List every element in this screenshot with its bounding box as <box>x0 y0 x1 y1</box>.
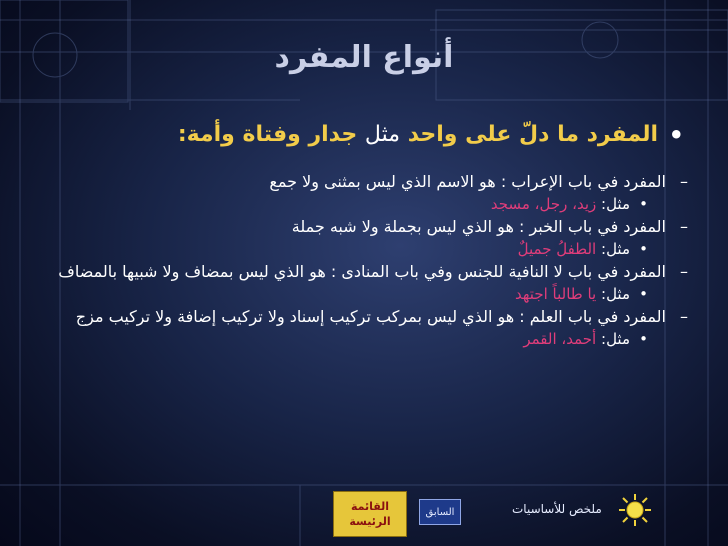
example-value: يا طالباً اجتهد <box>515 285 597 303</box>
example-prefix: مثل: <box>601 240 630 258</box>
summary-link[interactable]: ملخص للأساسيات <box>512 502 602 516</box>
bullet-icon: • <box>639 330 648 348</box>
example-prefix: مثل: <box>601 285 630 303</box>
definitions-list <box>48 172 688 349</box>
bullet-icon: • <box>639 240 648 258</box>
home-label-line2: الرئيسة <box>349 515 391 528</box>
example-value: أحمد، القمر <box>523 330 597 348</box>
example-item <box>48 329 688 349</box>
slide-title: أنواع المفرد <box>274 40 454 75</box>
item-text: المفرد في باب الخبر : هو الذي ليس بجملة ولا شبه جملة <box>291 217 666 236</box>
dash-icon: – <box>680 217 688 236</box>
example-value: زيد، رجل، مسجد <box>490 195 597 213</box>
list-item <box>48 262 688 282</box>
main-bullet <box>48 118 688 152</box>
definition-examples: جدار وفتاة وأمة: <box>177 122 358 147</box>
sun-icon[interactable] <box>618 493 652 527</box>
home-label-line1: القائمة <box>350 500 390 513</box>
item-text: المفرد في باب الإعراب : هو الاسم الذي ليس بمثنى ولا جمع <box>269 172 666 191</box>
item-text: المفرد في باب لا النافية للجنس وفي باب المنادى : هو الذي ليس بمضاف ولا شبيها بالمضاف <box>58 262 666 281</box>
slide-content <box>48 118 688 349</box>
example-value: الطفلُ جميلٌ <box>517 240 597 258</box>
bullet-icon: • <box>639 195 648 213</box>
example-item <box>48 194 688 214</box>
example-item <box>48 284 688 304</box>
previous-button[interactable]: السابق <box>419 499 461 525</box>
dash-icon: – <box>680 172 688 191</box>
example-item <box>48 239 688 259</box>
dash-icon: – <box>680 262 688 281</box>
example-prefix: مثل: <box>601 330 630 348</box>
definition-text: المفرد ما دلّ على واحد <box>407 122 658 147</box>
list-item <box>48 307 688 327</box>
item-text: المفرد في باب العلم : هو الذي ليس بمركب تركيب إسناد ولا تركيب إضافة ولا تركيب مزج <box>75 307 666 326</box>
list-item <box>48 172 688 192</box>
home-menu-button[interactable] <box>333 491 407 537</box>
bullet-icon: • <box>668 121 684 149</box>
list-item <box>48 217 688 237</box>
dash-icon: – <box>680 307 688 326</box>
example-prefix: مثل: <box>601 195 630 213</box>
bullet-icon: • <box>639 285 648 303</box>
example-word: مثل <box>364 122 401 147</box>
